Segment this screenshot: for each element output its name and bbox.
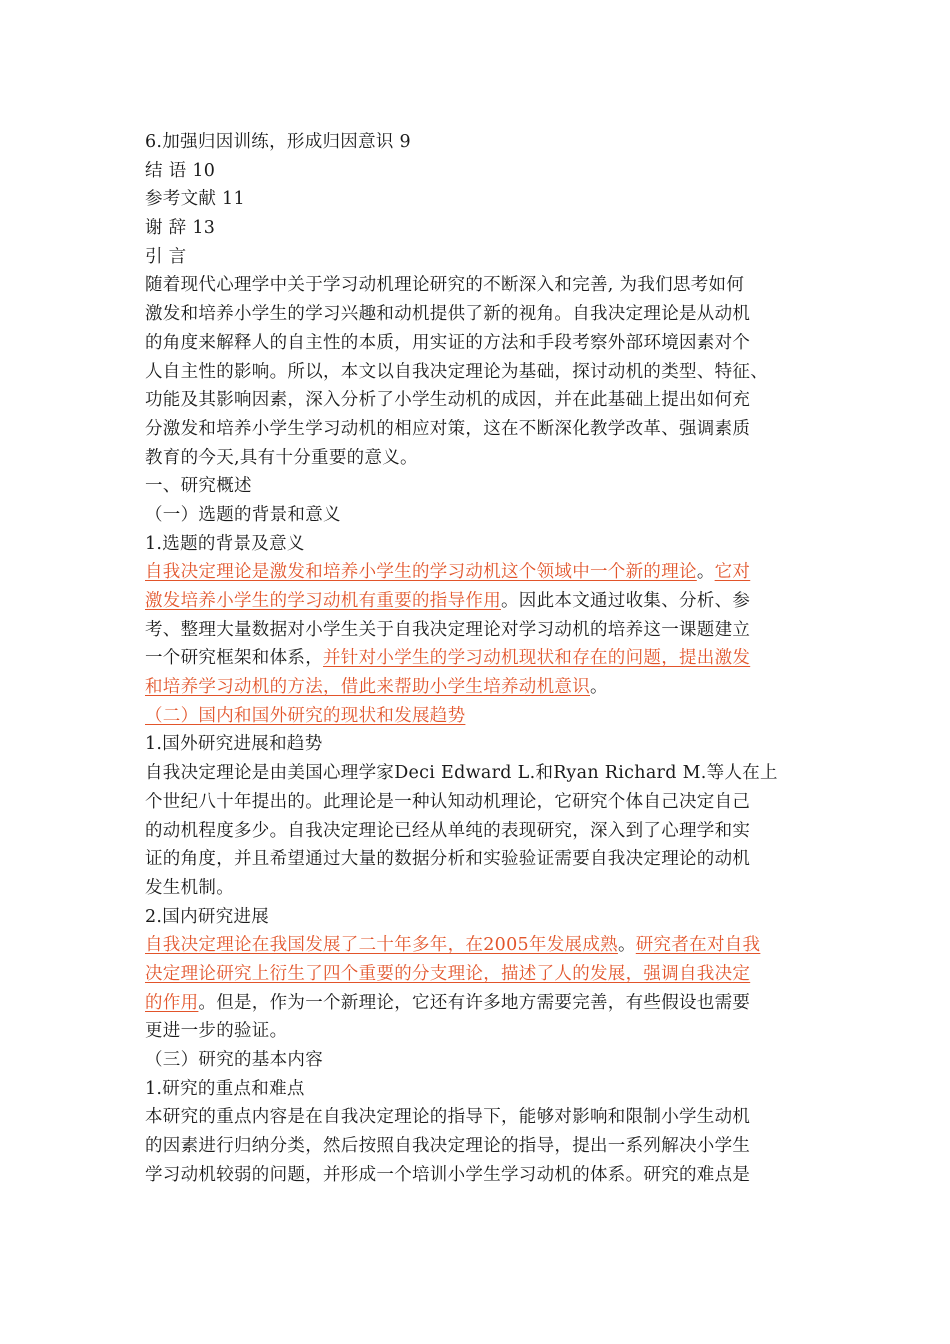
text-line (145, 817, 810, 846)
text-segment: 自我决定理论是由美国心理学家Deci Edward L.和Ryan Richard M.等人在上 (145, 763, 778, 784)
text-line (145, 874, 810, 903)
text-line (145, 358, 810, 387)
text-line (145, 1017, 810, 1046)
text-line (145, 157, 810, 186)
text-segment: 引 言 (145, 246, 187, 267)
text-line (145, 386, 810, 415)
text-line (145, 243, 810, 272)
text-line (145, 759, 810, 788)
text-segment: 功能及其影响因素，深入分析了小学生动机的成因，并在此基础上提出如何充 (145, 390, 751, 411)
text-line (145, 300, 810, 329)
text-line (145, 185, 810, 214)
text-segment: 考、整理大量数据对小学生关于自我决定理论对学习动机的培养这一课题建立 (145, 619, 751, 640)
highlighted-text: 研究者在对自我 (635, 935, 761, 956)
text-segment: 2.国内研究进展 (145, 906, 270, 927)
text-line (145, 673, 810, 702)
text-segment: 谢 辞 13 (145, 218, 216, 239)
highlighted-text: 的作用 (145, 992, 199, 1013)
text-line (145, 1046, 810, 1075)
highlighted-text: 和培养学习动机的方法，借此来帮助小学生培养动机意识 (145, 677, 590, 698)
text-segment: 结 语 10 (145, 160, 216, 181)
text-segment: 参考文献 11 (145, 189, 245, 210)
text-line (145, 931, 810, 960)
highlighted-text: 并针对小学生的学习动机现状和存在的问题，提出激发 (323, 648, 751, 669)
text-line (145, 989, 810, 1018)
text-segment: 发生机制。 (145, 877, 234, 898)
text-segment: 学习动机较弱的问题，并形成一个培训小学生学习动机的体系。研究的难点是 (145, 1164, 751, 1185)
text-line (145, 128, 810, 157)
text-line (145, 329, 810, 358)
text-segment: 1.国外研究进展和趋势 (145, 734, 323, 755)
highlighted-text: （二）国内和国外研究的现状和发展趋势 (145, 705, 466, 726)
text-segment: 。因此本文通过收集、分析、参 (501, 591, 751, 611)
text-line (145, 960, 810, 989)
text-segment: 的动机程度多少。自我决定理论已经从单纯的表现研究，深入到了心理学和实 (145, 820, 751, 841)
text-segment: 更进一步的验证。 (145, 1021, 288, 1042)
text-line (145, 1103, 810, 1132)
text-segment: 。但是，作为一个新理论，它还有许多地方需要完善，有些假设也需要 (198, 992, 751, 1013)
text-line (145, 530, 810, 559)
text-line (145, 271, 810, 300)
text-segment: 1.研究的重点和难点 (145, 1078, 305, 1099)
text-segment: 激发和培养小学生的学习兴趣和动机提供了新的视角。自我决定理论是从动机 (145, 304, 751, 325)
text-line (145, 415, 810, 444)
text-segment: 一、研究概述 (145, 476, 252, 497)
text-segment: 。 (696, 562, 715, 583)
text-line (145, 501, 810, 530)
text-segment: 分激发和培养小学生学习动机的相应对策，这在不断深化教学改革、强调素质 (145, 418, 751, 439)
text-segment: 证的角度，并且希望通过大量的数据分析和实验验证需要自我决定理论的动机 (145, 849, 751, 870)
text-line (145, 444, 810, 473)
text-segment: 一个研究框架和体系， (145, 648, 323, 669)
text-segment: 的角度来解释人的自主性的本质，用实证的方法和手段考察外部环境因素对个 (145, 332, 751, 353)
text-line (145, 788, 810, 817)
text-segment: 。 (617, 935, 636, 956)
text-line (145, 214, 810, 243)
text-line (145, 702, 810, 731)
text-segment: 。 (590, 677, 608, 698)
highlighted-text: 激发培养小学生的学习动机有重要的指导作用 (145, 591, 501, 611)
text-line (145, 616, 810, 645)
text-line (145, 730, 810, 759)
text-segment: 1.选题的背景及意义 (145, 533, 305, 554)
text-line (145, 558, 810, 587)
text-line (145, 903, 810, 932)
text-segment: 随着现代心理学中关于学习动机理论研究的不断深入和完善, 为我们思考如何 (145, 275, 745, 296)
highlighted-text: 自我决定理论在我国发展了二十年多年，在2005年发展成熟 (145, 935, 618, 956)
text-line (145, 1132, 810, 1161)
text-segment: （三）研究的基本内容 (145, 1050, 323, 1070)
text-segment: 6.加强归因训练，形成归因意识 9 (145, 132, 411, 152)
highlighted-text: 自我决定理论是激发和培养小学生的学习动机这个领域中一个新的理论 (145, 562, 697, 583)
document-page (145, 128, 810, 1189)
text-segment: （一）选题的背景和意义 (145, 504, 341, 525)
text-segment: 人自主性的影响。所以，本文以自我决定理论为基础，探讨动机的类型、特征、 (145, 361, 768, 382)
text-segment: 本研究的重点内容是在自我决定理论的指导下，能够对影响和限制小学生动机 (145, 1107, 751, 1128)
highlighted-text: 决定理论研究上衍生了四个重要的分支理论，描述了人的发展，强调自我决定 (145, 963, 751, 984)
text-line (145, 1075, 810, 1104)
highlighted-text: 它对 (714, 562, 751, 583)
text-line (145, 644, 810, 673)
text-segment: 个世纪八十年提出的。此理论是一种认知动机理论，它研究个体自己决定自己 (145, 791, 751, 812)
text-segment: 教育的今天,具有十分重要的意义。 (145, 447, 418, 468)
text-line (145, 1161, 810, 1190)
text-line (145, 587, 810, 616)
text-line (145, 845, 810, 874)
text-line (145, 472, 810, 501)
text-segment: 的因素进行归纳分类，然后按照自我决定理论的指导，提出一系列解决小学生 (145, 1136, 751, 1157)
